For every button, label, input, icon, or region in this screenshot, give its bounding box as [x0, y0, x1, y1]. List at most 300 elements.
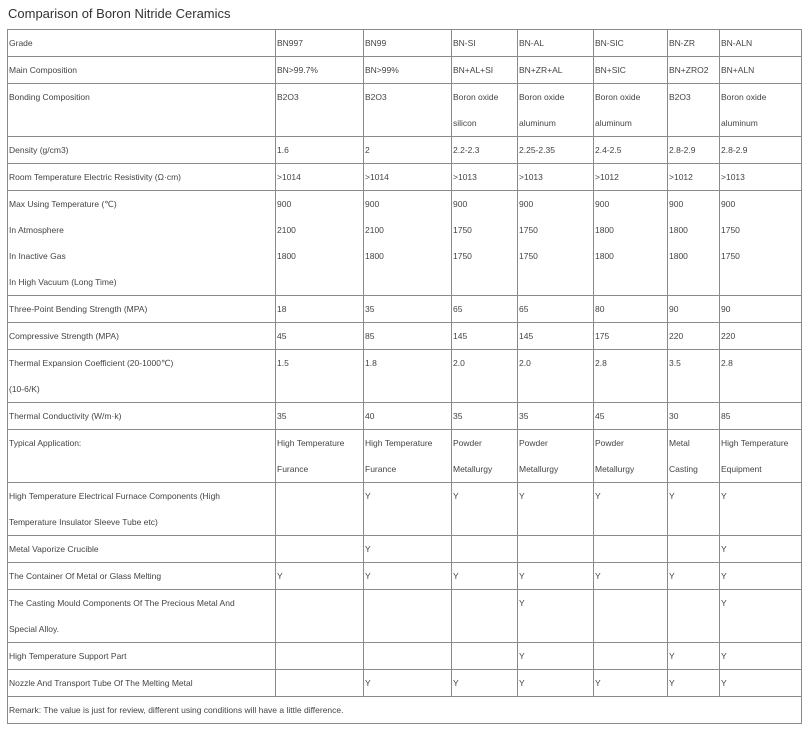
cell-line: 1750	[453, 225, 472, 235]
cell-line: 900	[365, 199, 380, 209]
cell-line	[277, 536, 363, 562]
cell-line: >1012	[595, 172, 619, 182]
cell-line	[669, 509, 719, 535]
value-cell	[518, 430, 594, 483]
value-cell	[720, 483, 802, 536]
value-cell	[452, 350, 518, 403]
value-cell	[452, 57, 518, 84]
value-cell	[594, 430, 668, 483]
table-row	[8, 483, 802, 536]
table-row	[8, 670, 802, 697]
cell-line	[277, 670, 363, 696]
value-cell	[364, 191, 452, 296]
row-label-cell	[8, 430, 276, 483]
row-label-cell	[8, 191, 276, 296]
cell-line: Boron oxide	[721, 92, 767, 102]
cell-line: 900	[453, 199, 468, 209]
cell-line	[9, 110, 275, 136]
cell-line	[519, 269, 593, 295]
row-label-cell	[8, 403, 276, 430]
value-cell	[452, 483, 518, 536]
cell-line: 2.8-2.9	[721, 145, 748, 155]
value-cell	[276, 563, 364, 590]
cell-line: High Temperature Electrical Furnace Components (High	[9, 491, 221, 501]
value-cell	[668, 57, 720, 84]
cell-line: 1750	[453, 251, 472, 261]
cell-line: Y	[453, 678, 459, 688]
cell-line: High Temperature	[365, 438, 433, 448]
row-label-cell	[8, 643, 276, 670]
value-cell	[276, 430, 364, 483]
value-cell	[276, 590, 364, 643]
value-cell	[452, 296, 518, 323]
row-label-cell	[8, 536, 276, 563]
value-cell	[720, 590, 802, 643]
cell-line: 1750	[519, 251, 538, 261]
value-cell	[668, 643, 720, 670]
value-cell	[452, 403, 518, 430]
cell-line: Powder	[453, 438, 482, 448]
table-row	[8, 590, 802, 643]
cell-line: High Temperature	[277, 438, 345, 448]
cell-line: 85	[365, 331, 375, 341]
cell-line: BN+ALN	[721, 65, 755, 75]
cell-line: Density (g/cm3)	[9, 145, 69, 155]
cell-line: Y	[721, 544, 727, 554]
value-cell	[364, 350, 452, 403]
table-row	[8, 137, 802, 164]
table-row	[8, 430, 802, 483]
cell-line: Compressive Strength (MPA)	[9, 331, 119, 341]
cell-line	[721, 376, 801, 402]
cell-line: 2100	[365, 225, 384, 235]
cell-line: 2.2-2.3	[453, 145, 480, 155]
value-cell	[276, 164, 364, 191]
cell-line	[519, 509, 593, 535]
value-cell	[364, 590, 452, 643]
cell-line: >1013	[519, 172, 543, 182]
row-label-cell	[8, 137, 276, 164]
cell-line	[277, 643, 363, 669]
value-cell	[452, 670, 518, 697]
cell-line: >1014	[277, 172, 301, 182]
cell-line: 220	[669, 331, 684, 341]
table-row	[8, 643, 802, 670]
cell-line: aluminum	[595, 118, 632, 128]
cell-line	[595, 590, 667, 616]
cell-line	[669, 376, 719, 402]
cell-line: 900	[721, 199, 736, 209]
cell-line: Metal Vaporize Crucible	[9, 544, 99, 554]
cell-line	[595, 643, 667, 669]
cell-line: 2	[365, 145, 370, 155]
cell-line: 2.25-2.35	[519, 145, 555, 155]
value-cell	[518, 296, 594, 323]
header-cell: BN-AL	[518, 30, 594, 57]
cell-line: The Container Of Metal or Glass Melting	[9, 571, 162, 581]
cell-line	[277, 269, 363, 295]
value-cell	[720, 670, 802, 697]
cell-line: 80	[595, 304, 605, 314]
cell-line: >1013	[721, 172, 745, 182]
cell-line	[595, 509, 667, 535]
value-cell	[668, 670, 720, 697]
cell-line: Metal	[669, 438, 690, 448]
value-cell	[594, 164, 668, 191]
cell-line: 1800	[595, 251, 614, 261]
value-cell	[668, 296, 720, 323]
cell-line: Thermal Expansion Coefficient (20-1000℃)	[9, 358, 174, 368]
value-cell	[594, 84, 668, 137]
cell-line: The Casting Mould Components Of The Precious Metal And	[9, 598, 235, 608]
value-cell	[720, 57, 802, 84]
cell-line: 2.0	[453, 358, 465, 368]
cell-line	[277, 483, 363, 509]
cell-line: Y	[595, 491, 601, 501]
cell-line: Y	[453, 571, 459, 581]
cell-line: 1.8	[365, 358, 377, 368]
cell-line: Y	[519, 651, 525, 661]
row-label-cell	[8, 483, 276, 536]
value-cell	[452, 590, 518, 643]
cell-line: 2.8-2.9	[669, 145, 696, 155]
cell-line: BN+SIC	[595, 65, 626, 75]
cell-line: Metallurgy	[453, 464, 493, 474]
value-cell	[668, 536, 720, 563]
value-cell	[518, 643, 594, 670]
cell-line: Y	[669, 491, 675, 501]
row-label-cell	[8, 323, 276, 350]
table-row	[8, 84, 802, 137]
table-row	[8, 323, 802, 350]
cell-line: aluminum	[721, 118, 758, 128]
value-cell	[276, 84, 364, 137]
header-cell: BN-SIC	[594, 30, 668, 57]
cell-line: Special Alloy.	[9, 624, 59, 634]
value-cell	[276, 403, 364, 430]
cell-line: 35	[453, 411, 463, 421]
cell-line: 2.4-2.5	[595, 145, 622, 155]
cell-line: Casting	[669, 464, 698, 474]
value-cell	[594, 323, 668, 350]
value-cell	[518, 57, 594, 84]
value-cell	[594, 590, 668, 643]
value-cell	[594, 643, 668, 670]
value-cell	[518, 350, 594, 403]
cell-line: Powder	[519, 438, 548, 448]
cell-line: Y	[519, 598, 525, 608]
cell-line: Temperature Insulator Sleeve Tube etc)	[9, 517, 158, 527]
cell-line	[519, 376, 593, 402]
cell-line: Boron oxide	[519, 92, 565, 102]
cell-line: >1014	[365, 172, 389, 182]
cell-line: High Temperature Support Part	[9, 651, 127, 661]
row-label-cell	[8, 590, 276, 643]
header-cell: BN997	[276, 30, 364, 57]
cell-line	[453, 269, 517, 295]
value-cell	[518, 84, 594, 137]
comparison-table	[7, 29, 802, 724]
cell-line: 1750	[721, 225, 740, 235]
value-cell	[668, 84, 720, 137]
row-label-cell	[8, 296, 276, 323]
value-cell	[668, 590, 720, 643]
cell-line: 1.6	[277, 145, 289, 155]
table-row	[8, 563, 802, 590]
cell-line	[669, 616, 719, 642]
cell-line: >1012	[669, 172, 693, 182]
cell-line: 1750	[721, 251, 740, 261]
row-label-cell	[8, 563, 276, 590]
cell-line: 175	[595, 331, 610, 341]
cell-line	[519, 616, 593, 642]
cell-line	[365, 110, 451, 136]
row-label-cell	[8, 670, 276, 697]
cell-line: High Temperature	[721, 438, 789, 448]
value-cell	[594, 483, 668, 536]
cell-line: 90	[721, 304, 731, 314]
value-cell	[668, 430, 720, 483]
value-cell	[720, 296, 802, 323]
value-cell	[452, 191, 518, 296]
remark-text: Remark: The value is just for review, different using conditions will have a little difference.	[8, 697, 802, 724]
value-cell	[720, 191, 802, 296]
cell-line	[453, 616, 517, 642]
cell-line: 900	[519, 199, 534, 209]
value-cell	[364, 536, 452, 563]
value-cell	[364, 643, 452, 670]
cell-line: Y	[277, 571, 283, 581]
cell-line: 145	[519, 331, 534, 341]
value-cell	[364, 563, 452, 590]
value-cell	[720, 643, 802, 670]
value-cell	[594, 137, 668, 164]
cell-line: 35	[277, 411, 287, 421]
table-row	[8, 164, 802, 191]
cell-line: Y	[519, 491, 525, 501]
value-cell	[720, 164, 802, 191]
table-header-row	[8, 30, 802, 57]
cell-line: 65	[519, 304, 529, 314]
cell-line	[453, 509, 517, 535]
value-cell	[276, 483, 364, 536]
cell-line: 900	[277, 199, 292, 209]
header-cell: BN99	[364, 30, 452, 57]
cell-line: BN>99%	[365, 65, 399, 75]
value-cell	[518, 563, 594, 590]
cell-line: Y	[365, 678, 371, 688]
cell-line	[595, 269, 667, 295]
cell-line: Y	[721, 651, 727, 661]
cell-line: In Atmosphere	[9, 225, 64, 235]
page-title: Comparison of Boron Nitride Ceramics	[8, 6, 231, 21]
cell-line: 65	[453, 304, 463, 314]
cell-line: 3.5	[669, 358, 681, 368]
cell-line	[669, 536, 719, 562]
cell-line	[9, 456, 275, 482]
value-cell	[594, 350, 668, 403]
value-cell	[518, 403, 594, 430]
cell-line: Metallurgy	[519, 464, 559, 474]
value-cell	[668, 483, 720, 536]
value-cell	[518, 137, 594, 164]
value-cell	[668, 350, 720, 403]
cell-line: Powder	[595, 438, 624, 448]
value-cell	[720, 430, 802, 483]
value-cell	[720, 563, 802, 590]
cell-line: 1.5	[277, 358, 289, 368]
value-cell	[518, 323, 594, 350]
cell-line	[365, 376, 451, 402]
cell-line: Room Temperature Electric Resistivity (Ω·cm)	[9, 172, 181, 182]
value-cell	[452, 323, 518, 350]
cell-line: Typical Application:	[9, 438, 82, 448]
header-cell: BN-ZR	[668, 30, 720, 57]
cell-line: Y	[721, 491, 727, 501]
value-cell	[668, 323, 720, 350]
cell-line: Bonding Composition	[9, 92, 90, 102]
cell-line	[669, 590, 719, 616]
cell-line	[365, 616, 451, 642]
cell-line	[721, 616, 801, 642]
value-cell	[276, 350, 364, 403]
cell-line: Y	[669, 651, 675, 661]
cell-line: 1800	[669, 225, 688, 235]
value-cell	[668, 164, 720, 191]
header-cell: BN-SI	[452, 30, 518, 57]
value-cell	[518, 590, 594, 643]
value-cell	[364, 323, 452, 350]
value-cell	[720, 137, 802, 164]
cell-line: 85	[721, 411, 731, 421]
cell-line	[669, 269, 719, 295]
cell-line	[453, 376, 517, 402]
cell-line: Thermal Conductivity (W/m·k)	[9, 411, 122, 421]
cell-line: silicon	[453, 118, 477, 128]
cell-line: 18	[277, 304, 287, 314]
cell-line: 30	[669, 411, 679, 421]
cell-line: 900	[595, 199, 610, 209]
value-cell	[276, 670, 364, 697]
cell-line: (10-6/K)	[9, 384, 40, 394]
cell-line: Boron oxide	[595, 92, 641, 102]
cell-line: 35	[365, 304, 375, 314]
value-cell	[364, 164, 452, 191]
cell-line: 220	[721, 331, 736, 341]
value-cell	[364, 296, 452, 323]
cell-line	[365, 643, 451, 669]
value-cell	[518, 670, 594, 697]
cell-line	[277, 590, 363, 616]
value-cell	[452, 137, 518, 164]
cell-line: 2100	[277, 225, 296, 235]
cell-line	[453, 643, 517, 669]
row-label-cell	[8, 350, 276, 403]
cell-line: Y	[721, 678, 727, 688]
cell-line	[365, 509, 451, 535]
value-cell	[594, 403, 668, 430]
value-cell	[668, 191, 720, 296]
value-cell	[594, 563, 668, 590]
table-row	[8, 350, 802, 403]
cell-line: Y	[721, 598, 727, 608]
cell-line	[277, 616, 363, 642]
cell-line: Boron oxide	[453, 92, 499, 102]
value-cell	[276, 296, 364, 323]
value-cell	[452, 643, 518, 670]
value-cell	[518, 164, 594, 191]
value-cell	[720, 84, 802, 137]
cell-line: Y	[453, 491, 459, 501]
cell-line: Max Using Temperature (℃)	[9, 199, 117, 209]
value-cell	[720, 323, 802, 350]
cell-line	[721, 509, 801, 535]
cell-line	[519, 536, 593, 562]
table-body	[8, 30, 802, 724]
value-cell	[364, 57, 452, 84]
cell-line: 1800	[595, 225, 614, 235]
value-cell	[364, 430, 452, 483]
value-cell	[364, 84, 452, 137]
cell-line: Furance	[277, 464, 309, 474]
remark-row	[8, 697, 802, 724]
value-cell	[594, 57, 668, 84]
cell-line: >1013	[453, 172, 477, 182]
cell-line: Furance	[365, 464, 397, 474]
cell-line	[595, 536, 667, 562]
cell-line: Nozzle And Transport Tube Of The Melting Metal	[9, 678, 193, 688]
value-cell	[276, 536, 364, 563]
cell-line: Metallurgy	[595, 464, 635, 474]
cell-line: In Inactive Gas	[9, 251, 66, 261]
value-cell	[276, 323, 364, 350]
value-cell	[276, 643, 364, 670]
cell-line: BN+ZRO2	[669, 65, 709, 75]
table-row	[8, 296, 802, 323]
cell-line	[595, 376, 667, 402]
value-cell	[452, 430, 518, 483]
cell-line: 2.0	[519, 358, 531, 368]
cell-line: 2.8	[595, 358, 607, 368]
cell-line: 1800	[365, 251, 384, 261]
cell-line: Y	[519, 571, 525, 581]
cell-line: 35	[519, 411, 529, 421]
value-cell	[364, 670, 452, 697]
cell-line: 1800	[277, 251, 296, 261]
value-cell	[364, 137, 452, 164]
cell-line	[365, 590, 451, 616]
header-cell: Grade	[8, 30, 276, 57]
value-cell	[720, 403, 802, 430]
cell-line	[669, 110, 719, 136]
cell-line: B2O3	[365, 92, 387, 102]
value-cell	[518, 536, 594, 563]
value-cell	[668, 563, 720, 590]
cell-line	[365, 269, 451, 295]
cell-line: 145	[453, 331, 468, 341]
value-cell	[668, 403, 720, 430]
table-row	[8, 536, 802, 563]
cell-line: 90	[669, 304, 679, 314]
table-row	[8, 403, 802, 430]
cell-line: BN>99.7%	[277, 65, 318, 75]
cell-line: 45	[595, 411, 605, 421]
value-cell	[364, 483, 452, 536]
value-cell	[594, 296, 668, 323]
value-cell	[452, 536, 518, 563]
cell-line: Three-Point Bending Strength (MPA)	[9, 304, 148, 314]
value-cell	[668, 137, 720, 164]
